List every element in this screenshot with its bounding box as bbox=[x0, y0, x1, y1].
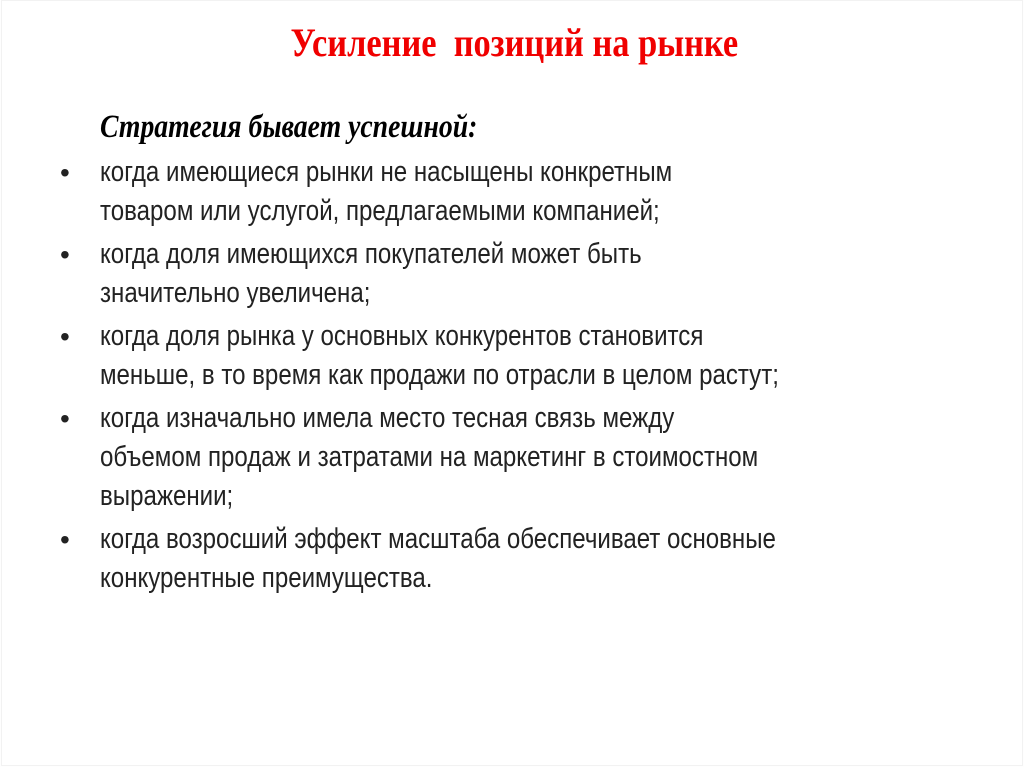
list-item bbox=[60, 317, 918, 395]
slide-title-text: Усиление позиций на рынке bbox=[290, 20, 738, 65]
bullet-icon: • bbox=[60, 157, 70, 188]
list-item-line: когда доля имеющихся покупателей может быть bbox=[100, 238, 642, 270]
list-item-line: значительно увеличена; bbox=[100, 277, 371, 309]
bullet-icon: • bbox=[60, 403, 70, 434]
slide-title bbox=[2, 19, 1024, 66]
list-item bbox=[60, 235, 918, 313]
list-item-line: объемом продаж и затратами на маркетинг в стоимостном bbox=[100, 441, 759, 473]
list-item-line: выражении; bbox=[100, 480, 234, 512]
bullet-icon: • bbox=[60, 239, 70, 270]
slide-subtitle: Стратегия бывает успешной: bbox=[100, 109, 478, 145]
list-item-line: когда доля рынка у основных конкурентов становится bbox=[100, 320, 704, 352]
list-item-line: меньше, в то время как продажи по отрасли в целом растут; bbox=[100, 359, 779, 391]
list-item bbox=[60, 153, 918, 231]
list-item-line: когда имеющиеся рынки не насыщены конкретным bbox=[100, 156, 673, 188]
list-item-line: конкурентные преимущества. bbox=[100, 562, 433, 594]
bullet-icon: • bbox=[60, 321, 70, 352]
list-item-line: когда изначально имела место тесная связь между bbox=[100, 402, 675, 434]
bullet-icon: • bbox=[60, 524, 70, 555]
list-item-line: товаром или услугой, предлагаемыми компанией; bbox=[100, 195, 660, 227]
list-item bbox=[60, 520, 918, 598]
bullet-list bbox=[60, 153, 918, 602]
list-item bbox=[60, 399, 918, 516]
list-item-line: когда возросший эффект масштаба обеспечивает основные bbox=[100, 523, 776, 555]
slide bbox=[1, 0, 1023, 766]
